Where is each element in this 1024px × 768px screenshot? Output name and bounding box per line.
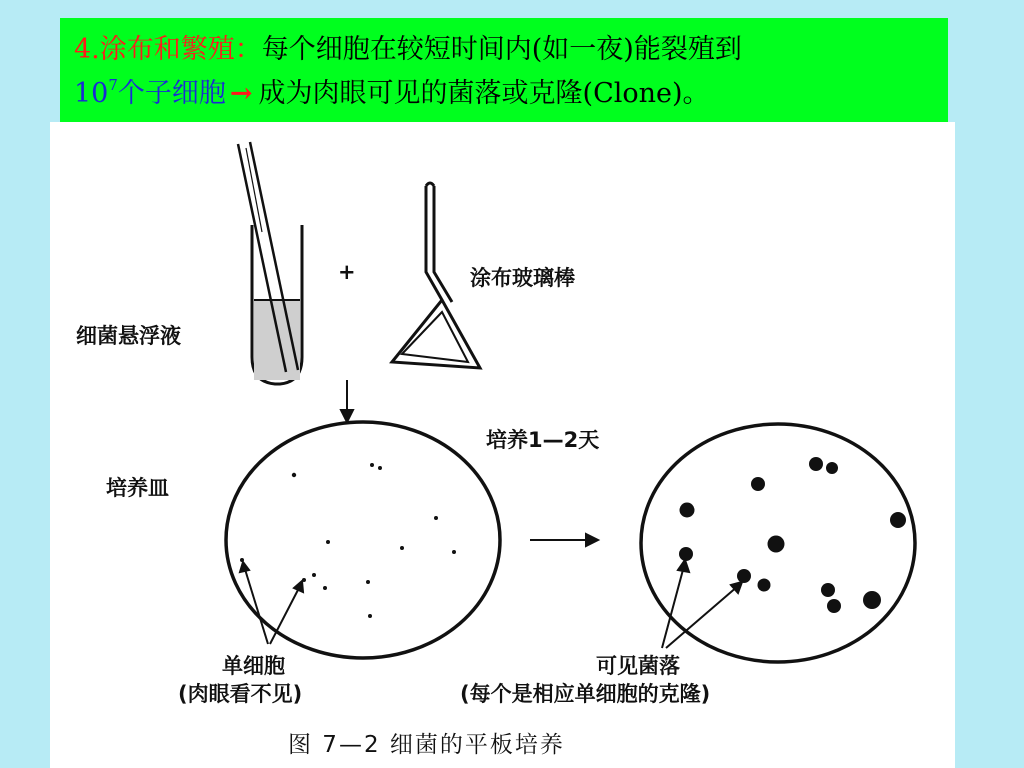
petri-dish-left bbox=[226, 422, 500, 658]
step-heading: 4.涂布和繁殖： bbox=[74, 34, 262, 65]
title-banner bbox=[60, 18, 948, 128]
cell-count-unit: 个子细胞 bbox=[117, 78, 226, 109]
cell-count bbox=[74, 78, 226, 109]
banner-line-1 bbox=[74, 28, 934, 72]
label-colony-note: (每个是相应单细胞的克隆) bbox=[460, 682, 711, 706]
down-arrow-icon bbox=[341, 380, 353, 422]
banner-text-2: 成为肉眼可见的菌落或克隆(Clone)。 bbox=[258, 78, 710, 109]
label-incubate: 培养1—2天 bbox=[486, 428, 600, 452]
visible-colonies bbox=[679, 457, 906, 613]
label-single-cell-note: (肉眼看不见) bbox=[178, 682, 303, 706]
banner-text-1: 每个细胞在较短时间内(如一夜)能裂殖到 bbox=[261, 34, 742, 65]
glass-spreader-icon bbox=[392, 183, 480, 368]
label-dish: 培养皿 bbox=[106, 476, 169, 500]
single-cell-pointers bbox=[240, 562, 303, 644]
label-colony: 可见菌落 bbox=[596, 654, 680, 678]
cell-count-exponent: 7 bbox=[108, 76, 118, 94]
label-spreader: 涂布玻璃棒 bbox=[470, 266, 575, 290]
label-suspension: 细菌悬浮液 bbox=[76, 324, 181, 348]
plate-culture-figure bbox=[50, 122, 955, 768]
plus-sign: + bbox=[338, 260, 356, 284]
label-single-cell: 单细胞 bbox=[222, 654, 285, 678]
colony-pointers bbox=[662, 560, 742, 648]
figure-caption: 图 7—2 细菌的平板培养 bbox=[288, 732, 565, 758]
right-arrow-icon: → bbox=[229, 78, 253, 109]
banner-line-2 bbox=[74, 72, 934, 116]
single-cells bbox=[240, 463, 456, 618]
right-arrow-between-dishes bbox=[530, 534, 598, 546]
cell-count-base: 10 bbox=[74, 78, 109, 109]
